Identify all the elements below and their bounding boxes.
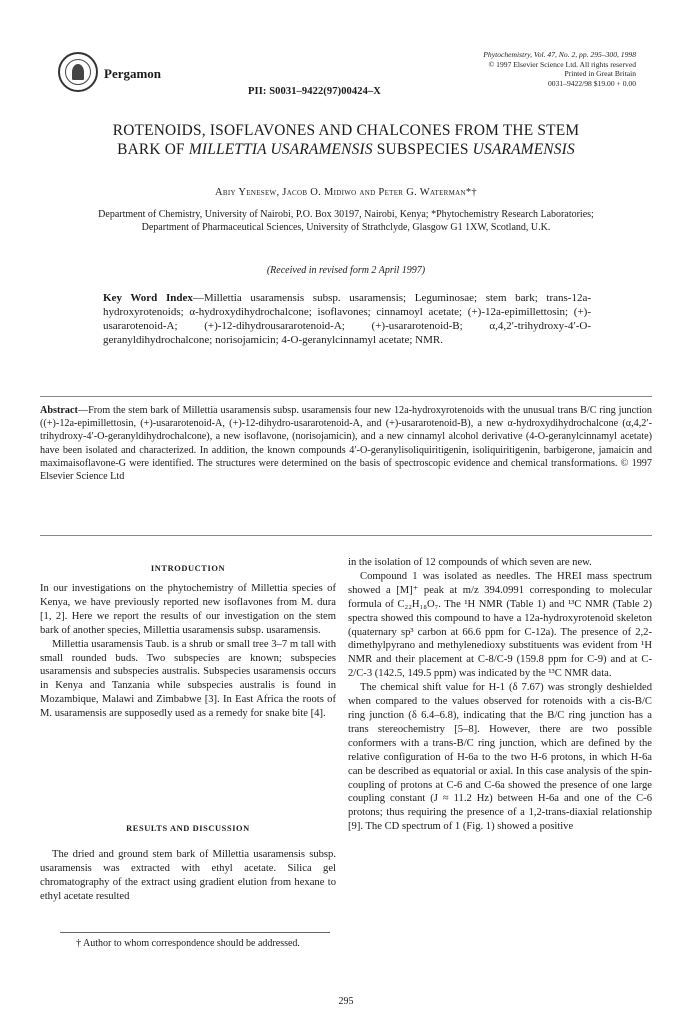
paragraph: The dried and ground stem bark of Millettia usaramensis subsp. usaramensis was extracted with ethyl acetate. Silica gel chromatography of the extract using gradient elution from hexane to ethyl acetate resulted — [40, 849, 336, 902]
introduction-body — [40, 582, 336, 721]
divider — [40, 535, 652, 536]
printed-line: Printed in Great Britain — [564, 69, 636, 79]
keywords — [103, 291, 591, 347]
pii: PII: S0031–9422(97)00424–X — [248, 86, 381, 97]
paper-title — [40, 122, 652, 159]
authors: Abiy Yenesew, Jacob O. Midiwo and Peter G. Waterman*† — [215, 187, 477, 198]
journal-meta — [483, 50, 636, 88]
title-part: SUBSPECIES — [372, 140, 473, 158]
publisher-logo — [58, 52, 98, 92]
footnote-divider — [60, 932, 330, 933]
received-date: (Received in revised form 2 April 1997) — [266, 265, 426, 276]
affiliation: Department of Chemistry, University of Nairobi, P.O. Box 30197, Nairobi, Kenya; *Phytochemistry Research Laboratories; Department of Pharmaceutical Sciences, University of Strathclyde, Glasgow G1 1XW, Scotland, U.K. — [98, 209, 594, 233]
footnote: † Author to whom correspondence should be addressed. — [76, 938, 300, 949]
price-line: 0031–9422/98 $19.00 + 0.00 — [547, 78, 636, 88]
keywords-heading: Key Word Index — [103, 292, 193, 304]
right-column-body — [348, 556, 652, 834]
paragraph: The chemical shift value for H-1 (δ 7.67) was strongly deshielded when compared to the values observed for rotenoids with a cis-B/C ring junction (δ 6.4–6.8), indicating that the B/C ring junction has a trans stereochemistry [5–8]. However, there are two possible conformers with a trans-B/C ring junction, which are defined by the relative configuration of H-6a to the two H-6 protons, in which H-6a can be described as equatorial or axial. In this case analysis of the spin-coupling of protons at C-6 and C-6a showed the presence of one large coupling constant (J ≈ 11.2 Hz) between H-6a and one of the C-6 protons; thus requiring the presence of a 1,2-trans-diaxial relationship [9]. The CD spectrum of 1 (Fig. 1) showed a positive — [348, 682, 652, 833]
paragraph: Compound 1 was isolated as needles. The HREI mass spectrum showed a [M]⁺ peak at m/z 394.0991 corresponding to molecular formula of C₂₂H₁₈O₇. The ¹H NMR (Table 1) and ¹³C NMR (Table 2) spectra showed this compound to have a 12a-hydroxyrotenoid skeleton (quaternary sp³ carbon at 66.6 ppm for C-12a). The presence of 2,2-dimethylpyrano and methylenedioxy substituents was evident from ¹H NMR and their placement at C-8/C-9 (159.8 ppm for C-9) and at C-2/C-3 (142.5, 149.5 ppm) was indicated by the ¹³C NMR data. — [348, 570, 652, 680]
results-body — [40, 848, 336, 904]
abstract — [40, 404, 652, 483]
publisher-name: Pergamon — [104, 66, 162, 81]
abstract-text: —From the stem bark of Millettia usaramensis subsp. usaramensis four new 12a-hydroxyrotenoids with the unusual trans B/C ring junction ((+)-12a-epimillettosin, (+)-usararotenoid-A, (+)-12-dihydro-usararotenoid-A, and (+)-usararotenoid-B), a new α-hydroxydihydrochalcone (α,4,2′-trihydroxy-4′-O-geranyldihydrochalcone), a new isoflavone, (norisojamicin), and a new cinnamyl alcohol derivative (4-O-geranylcinnamyl acetate) have been isolated and characterized. In addition, the known compounds 4′-O-geranylisoliquiritigenin, isoliquiritigenin, barbigerone, jamaicin and maximaisoflavone-G were identified. The structures were determined on the basis of spectroscopic evidence and chemical transformations. © 1997 Elsevier Science Ltd — [40, 405, 652, 483]
title-line-2 — [40, 141, 652, 160]
section-heading-introduction: INTRODUCTION — [150, 564, 226, 573]
keywords-text: —Millettia usaramensis subsp. usaramensis; Leguminosae; stem bark; trans-12a-hydroxyrotenoids; α-hydroxydihydrochalcone; isoflavones; cinnamoyl acetate; (+)-12a-epimillettosin; (+)-usararotenoid-A; (+)-12-dihydrousararotenoid-A; (+)-usararotenoid-B; α,4,2′-trihydroxy-4′-O-geranyldihydrochalcone; norisojamicin; 4-O-geranylcinnamyl acetate; NMR. — [103, 292, 591, 346]
tree-icon — [72, 64, 84, 80]
title-line-1: ROTENOIDS, ISOFLAVONES AND CHALCONES FROM THE STEM — [112, 122, 580, 139]
section-heading-results: RESULTS AND DISCUSSION — [126, 824, 250, 833]
page-number: 295 — [338, 996, 354, 1007]
divider — [40, 396, 652, 397]
copyright-line: © 1997 Elsevier Science Ltd. All rights reserved — [488, 59, 636, 69]
paragraph: Millettia usaramensis Taub. is a shrub or small tree 3–7 m tall with small rounded buds. Two subspecies are known; subspecies usaramensis and subspecies australis. Subspecies usaramensis occurs in Kenya and Tanzania while subspecies australis is found in Mozambique, Malawi and Zimbabwe [3]. In East Africa the roots of M. usaramensis are supposedly used as a remedy for snake bite [4]. — [40, 638, 336, 720]
paragraph: In our investigations on the phytochemistry of Millettia species of Kenya, we have previously reported new isoflavones from M. dura [1, 2]. Here we report the results of our investigation on the stem bark of another species, Millettia usaramensis subsp. usaramensis. — [40, 583, 336, 636]
title-part: BARK OF — [117, 140, 189, 158]
abstract-heading: Abstract — [40, 405, 78, 416]
title-subspecies: USARAMENSIS — [472, 140, 575, 158]
title-species: MILLETTIA USARAMENSIS — [188, 140, 373, 158]
paragraph: in the isolation of 12 compounds of which seven are new. — [348, 557, 592, 568]
journal-citation: Phytochemistry, Vol. 47, No. 2, pp. 295–300, 1998 — [483, 50, 636, 59]
